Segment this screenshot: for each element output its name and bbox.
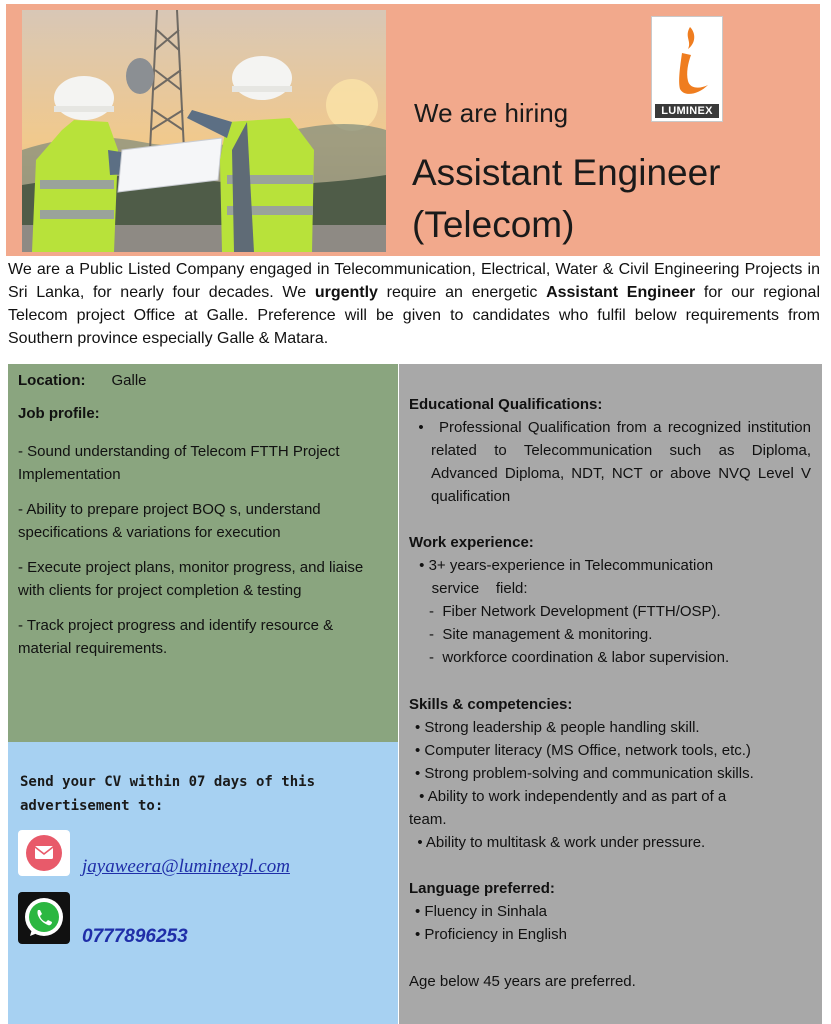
list-item: - Fiber Network Development (FTTH/OSP). [429,603,721,620]
work-experience-heading: Work experience: [409,534,534,551]
job-profile-panel [8,364,398,742]
list-item: • Strong leadership & people handling skill. [415,719,700,736]
list-item: - workforce coordination & labor supervision. [429,649,730,666]
list-item: - Sound understanding of Telecom FTTH Project Implementation [18,443,340,483]
list-item: • Strong problem-solving and communication skills. [415,765,754,782]
job-title [412,147,721,251]
location-row [18,372,147,389]
list-item: • Proficiency in English [415,926,567,943]
list-item: • Computer literacy (MS Office, network tools, etc.) [415,742,751,759]
company-logo [651,16,723,122]
work-experience-list [415,554,729,669]
list-item: - Site management & monitoring. [429,626,653,643]
job-title-line-1: Assistant Engineer [412,152,721,193]
intro-part-2: require an energetic [377,284,547,301]
requirements-panel [399,364,822,1024]
logo-wordmark: LUMINEX [655,104,719,118]
bullet: • [418,419,424,436]
intro-part-1: We are a Public Listed Company engaged in Telecommunication, Electrical, Water & Civil Engineering Projects in Sri Lanka, for nearly four decades. We [8,261,820,301]
intro-urgently: urgently [314,284,378,301]
list-item: • 3+ years-experience in Telecommunication [415,557,714,574]
email-icon [18,830,70,876]
email-link[interactable]: jayaweera@luminexpl.com [82,856,290,877]
job-title-line-2: (Telecom) [412,204,575,245]
list-item: - Execute project plans, monitor progress, and liaise with clients for project completion & testing [18,559,364,599]
education-body: Professional Qualification from a recognized institution related to Telecommunication such as Diploma, Advanced Diploma, NDT, NCT or above NVQ Level V qualification [431,419,811,505]
education-text [409,416,811,508]
engineers-photo [22,10,386,252]
age-requirement: Age below 45 years are preferred. [409,973,636,990]
skills-last-item: • Ability to multitask & work under pressure. [409,834,706,851]
list-item: • Fluency in Sinhala [415,903,547,920]
list-item: service field: [415,580,528,597]
intro-part-3: for our regional Telecom project Office at Galle. Preference will be given to candidates who fulfil below requirements from Southern province especially Galle & Matara. [8,284,821,347]
whatsapp-icon [18,892,70,944]
hiring-text: We are hiring [414,98,569,128]
luminex-flame-icon [658,23,716,103]
list-item: - Track project progress and identify resource & material requirements. [18,617,334,657]
job-profile-list [18,440,386,672]
intro-paragraph [8,258,820,350]
education-heading: Educational Qualifications: [409,396,603,413]
skills-heading: Skills & competencies: [409,696,573,713]
language-list [415,900,567,946]
list-item: • Ability to work independently and as part of a [415,788,727,805]
job-profile-heading: Job profile: [18,405,100,422]
language-heading: Language preferred: [409,880,555,897]
list-item: - Ability to prepare project BOQ s, understand specifications & variations for execution [18,501,321,541]
send-cv-text: Send your CV within 07 days of this advertisement to: [20,774,316,814]
skills-list [415,716,754,808]
location-value: Galle [111,372,147,389]
header-banner [6,4,820,256]
skills-wrap-text: team. [409,811,447,828]
intro-role: Assistant Engineer [546,284,696,301]
phone-link[interactable]: 0777896253 [82,926,188,947]
contact-panel [8,742,398,1024]
location-label: Location: [18,372,86,389]
